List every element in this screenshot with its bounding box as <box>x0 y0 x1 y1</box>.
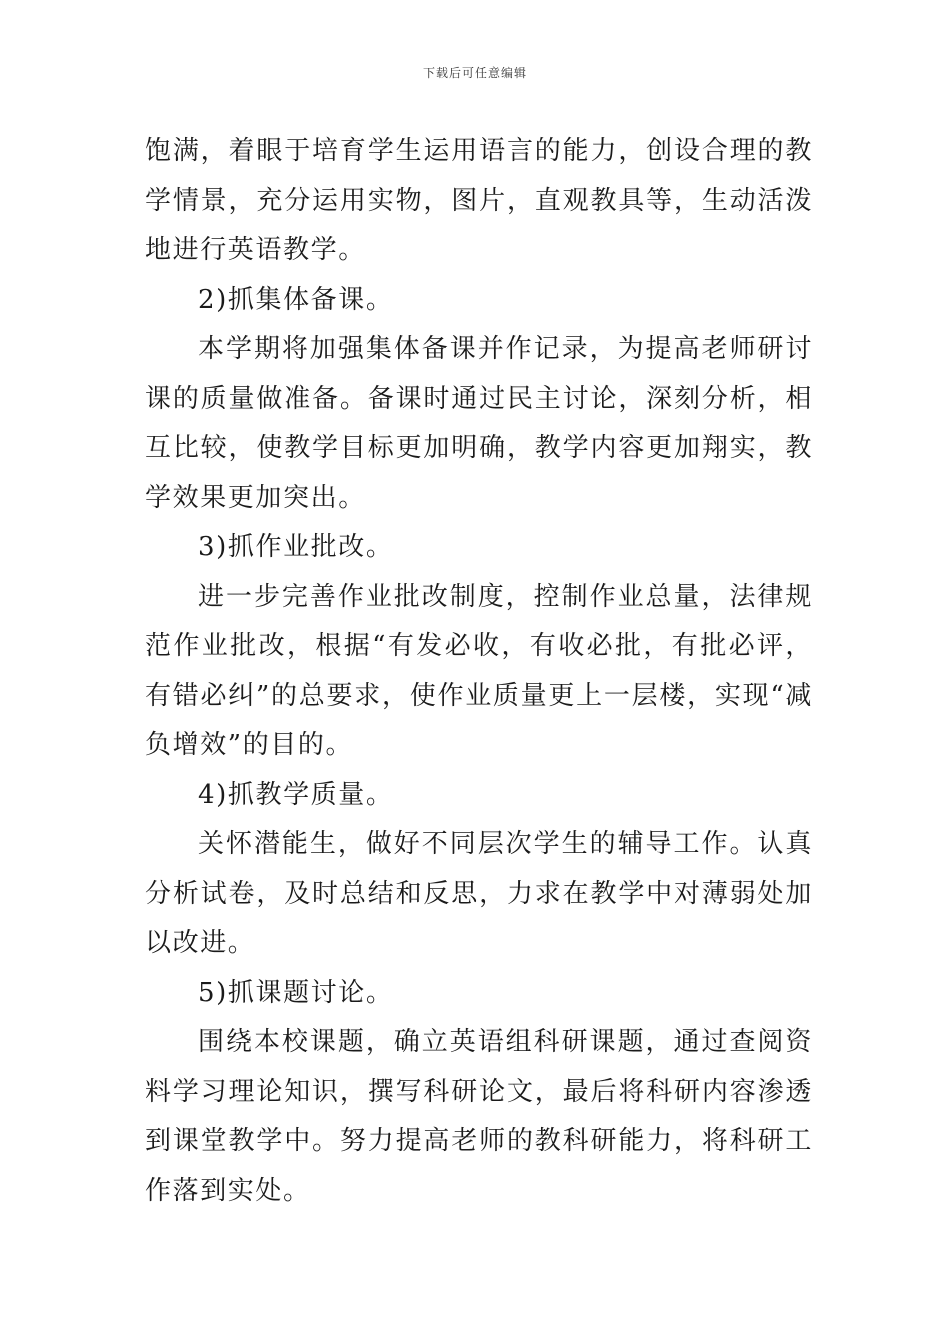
section-heading-teaching-quality: 4)抓教学质量。 <box>198 779 394 810</box>
paragraph-teaching-quality: 关怀潜能生，做好不同层次学生的辅导工作。认真分析试卷，及时总结和反思，力求在教学中对薄弱处加以改进。 <box>145 829 813 958</box>
paragraph-continuation: 饱满，着眼于培育学生运用语言的能力，创设合理的教学情景，充分运用实物，图片，直观教具等，生动活泼地进行英语教学。 <box>145 136 813 265</box>
paragraph-collective-lesson-prep: 本学期将加强集体备课并作记录，为提高老师研讨课的质量做准备。备课时通过民主讨论，深刻分析，相互比较，使教学目标更加明确，教学内容更加翔实，教学效果更加突出。 <box>145 334 813 513</box>
paragraph-homework-grading: 进一步完善作业批改制度，控制作业总量，法律规范作业批改，根据“有发必收，有收必批，有批必评，有错必纠”的总要求，使作业质量更上一层楼，实现“减负增效”的目的。 <box>145 581 813 760</box>
section-heading-collective-lesson-prep: 2)抓集体备课。 <box>198 284 394 315</box>
paragraph-research-topics: 围绕本校课题，确立英语组科研课题，通过查阅资料学习理论知识，撰写科研论文，最后将科研内容渗透到课堂教学中。努力提高老师的教科研能力，将科研工作落到实处。 <box>145 1027 813 1206</box>
section-heading-homework-grading: 3)抓作业批改。 <box>198 532 394 562</box>
section-heading-research-topics: 5)抓课题讨论。 <box>198 977 394 1008</box>
document-body <box>145 127 813 1216</box>
page-header-note: 下载后可任意编辑 <box>422 66 527 80</box>
